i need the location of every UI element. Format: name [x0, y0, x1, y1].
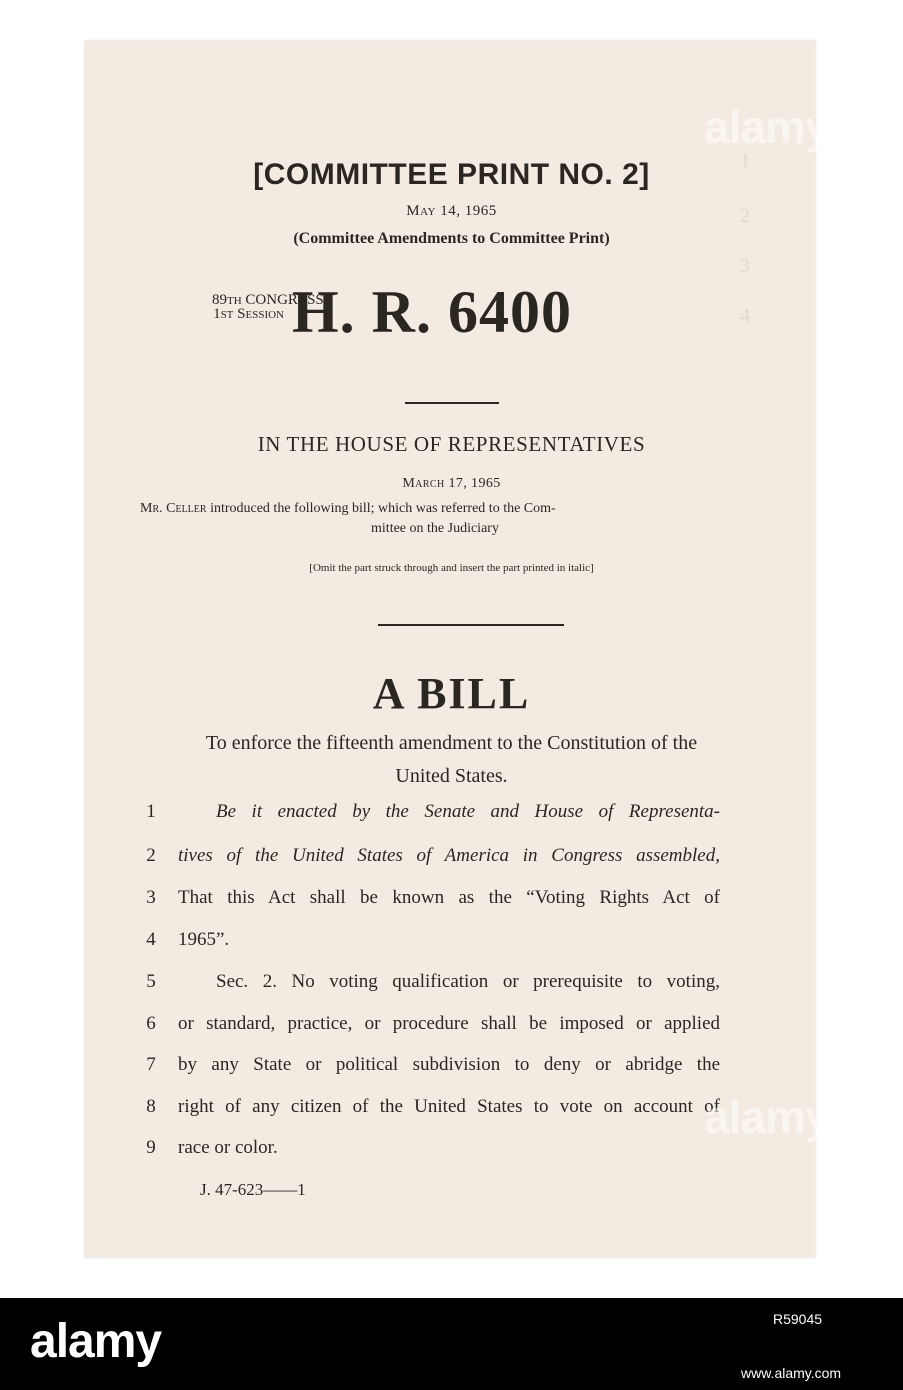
line-number: 8	[146, 1096, 156, 1117]
bill-line	[140, 845, 720, 877]
bill-line	[140, 1137, 720, 1169]
session-label: 1st Session	[213, 306, 284, 322]
bill-line	[140, 801, 720, 833]
document-code: J. 47-623——1	[200, 1180, 306, 1199]
line-text: or standard, practice, or procedure shall be imposed or applied	[178, 1013, 720, 1034]
bill-line	[140, 971, 720, 1003]
line-number: 1	[146, 801, 156, 822]
line-number: 9	[146, 1137, 156, 1158]
alamy-logo: alamy	[30, 1315, 162, 1368]
introduction-line-1: introduced the following bill; which was referred to the Com-	[206, 501, 556, 516]
line-text: race or color.	[178, 1137, 278, 1158]
introduction-text	[140, 499, 730, 539]
bill-line	[140, 887, 720, 919]
line-number: 7	[146, 1054, 156, 1075]
alamy-url: www.alamy.com	[741, 1365, 842, 1381]
line-number: 2	[146, 845, 156, 866]
bill-line	[140, 1013, 720, 1045]
print-date: May 14, 1965	[406, 203, 497, 219]
watermark-logo: alamy	[704, 101, 830, 153]
line-text: by any State or political subdivision to deny or abridge the	[178, 1054, 720, 1075]
congress-label: 89th CONGRESS	[212, 292, 324, 308]
introduction-line-2: mittee on the Judiciary	[371, 521, 499, 536]
line-text: 1965”.	[178, 929, 230, 950]
line-text: That this Act shall be known as the “Voting Rights Act of	[178, 887, 720, 908]
introduction-date: March 17, 1965	[402, 476, 501, 491]
committee-print-heading: [COMMITTEE PRINT NO. 2]	[253, 158, 650, 191]
sponsor-name: Mr. Celler	[140, 501, 207, 516]
image-id: R59045	[773, 1311, 823, 1327]
bill-title: A BILL	[372, 669, 531, 718]
purpose-line-1: To enforce the fifteenth amendment to the Constitution of the	[205, 732, 698, 754]
bill-number: H. R. 6400	[292, 279, 572, 345]
bill-purpose	[0, 727, 903, 793]
omit-instruction: [Omit the part struck through and insert the part printed in italic]	[309, 562, 594, 574]
line-text: Be it enacted by the Senate and House of Representa-	[216, 801, 720, 822]
line-text: Sec. 2. No voting qualification or prerequisite to voting,	[216, 971, 720, 992]
bill-line	[140, 1054, 720, 1086]
line-text: right of any citizen of the United States to vote on account of	[178, 1096, 720, 1117]
show-through-text: 4	[740, 305, 750, 327]
line-text: tives of the United States of America in Congress assembled,	[178, 845, 720, 866]
amendment-note: (Committee Amendments to Committee Print)	[293, 230, 610, 247]
show-through-text: 2	[740, 205, 750, 227]
congress-session	[212, 292, 324, 322]
line-number: 6	[146, 1013, 156, 1034]
show-through-text: 1	[740, 150, 750, 172]
line-number: 5	[146, 971, 156, 992]
purpose-line-2: United States.	[395, 765, 508, 787]
divider	[405, 402, 499, 404]
watermark-logo: alamy	[704, 1091, 830, 1143]
divider	[378, 624, 564, 626]
bill-line	[140, 929, 720, 961]
line-number: 3	[146, 887, 156, 908]
chamber-heading: IN THE HOUSE OF REPRESENTATIVES	[257, 432, 646, 456]
bill-line	[140, 1096, 720, 1128]
line-number: 4	[146, 929, 156, 950]
show-through-text: 3	[740, 255, 750, 277]
